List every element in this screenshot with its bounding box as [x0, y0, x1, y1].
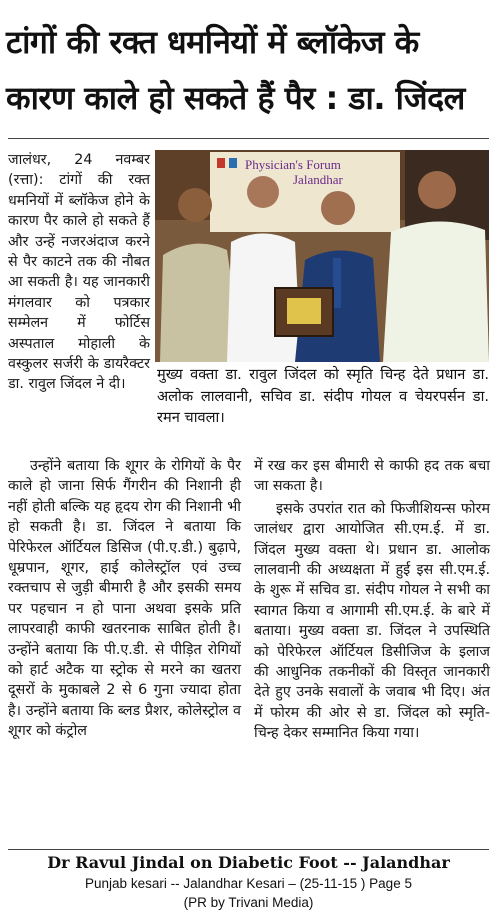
banner-subtitle: Jalandhar — [293, 172, 343, 187]
article-column-2 — [254, 456, 490, 744]
headline — [6, 14, 492, 126]
event-photo — [155, 150, 489, 362]
footer-source: Punjab kesari -- Jalandhar Kesari – (25-11-15 ) Page 5 — [85, 876, 412, 891]
footer-credit: (PR by Trivani Media) — [183, 895, 314, 910]
article-column-1-top — [8, 150, 150, 395]
headline-line-2: कारण काले हो सकते हैं पैर : डा. जिंदल — [6, 79, 465, 117]
article-paragraph-2: उन्होंने बताया कि शूगर के रोगियों के पैर काले हो जाना सिर्फ गैंगरीन की निशानी ही नहीं होती बल्कि यह हृदय रोग की निशानी भी हो सकती है। डा. जिंदल ने बताया कि पेरिफेरल ऑर्टियल डिसिज (पी.ए.डी.) बुढ़ापे, धूम्रपान, शूगर, हाई कोलेस्ट्रॉल एवं उच्च रक्तचाप से जुड़ी बीमारी है और इसकी समय पर पहचान न हो पाना अथवा इसके प्रति लापरवाही काफी खतरनाक साबित होती है। उन्होंने बताया कि पी.ए.डी. से पीड़ित रोगियों को हार्ट अटैक या स्ट्रोक से मरने का खतरा दूसरों के मुकाबले 2 से 6 गुना ज्यादा होता है। उन्होंने बताया कि ब्लड प्रैशर, कोलेस्ट्रोल व शूगर को कंट्रोल — [8, 458, 241, 740]
headline-line-1: टांगों की रक्त धमनियों में ब्लॉकेज के — [6, 23, 419, 61]
footer-title: Dr Ravul Jindal on Diabetic Foot -- Jalandhar — [47, 853, 450, 872]
article-column-1-bottom — [8, 456, 241, 742]
article-intro: जालंधर, 24 नवम्बर (रत्ता): टांगों की रक्त धमनियों में ब्लॉकेज होने के कारण पैर काले हो सकते हैं और उन्हें नजरअंदाज करने से पैर काटने तक की नौबत आ सकती है। यह जानकारी मंगलवार को पत्रकार सम्मेलन में फोर्टिस अस्पताल मोहाली के वस्कुलर सर्जरी के डायरैक्टर डा. रावुल जिंदल ने दी। — [8, 152, 150, 393]
article-paragraph-3: में रख कर इस बीमारी से काफी हद तक बचा जा सकता है। — [254, 458, 490, 495]
headline-divider — [8, 138, 489, 139]
banner-title: Physician's Forum — [245, 157, 341, 172]
article-paragraph-4: इसके उपरांत रात को फिजीशियन्स फोरम जालंधर द्वारा आयोजित सी.एम.ई. में डा. जिंदल मुख्य वक्ता थे। प्रधान डा. आलोक लालवानी की अध्यक्षता में हुई इस सी.एम.ई. के शुरू में सचिव डा. संदीप गोयल ने सभी का स्वागत किया व आगामी सी.एम.ई. के बारे में बताया। मुख्य वक्ता डा. जिंदल ने उपस्थिति को पेरिफेरल ऑर्टियल डिसीजिज के इलाज की आधुनिक तकनीकों की विस्तृत जानकारी देते हुए उनके सवालों के जवाब भी दिए। अंत में फोरम की ओर से डा. जिंदल को स्मृति-चिन्ह देकर सम्मानित किया गया। — [254, 500, 490, 742]
photo-caption: मुख्य वक्ता डा. रावुल जिंदल को स्मृति चिन्ह देते प्रधान डा. अलोक लालवानी, सचिव डा. संदीप गोयल व चेयरपर्सन डा. रमन चावला। — [157, 366, 489, 426]
footer-divider — [8, 849, 489, 850]
